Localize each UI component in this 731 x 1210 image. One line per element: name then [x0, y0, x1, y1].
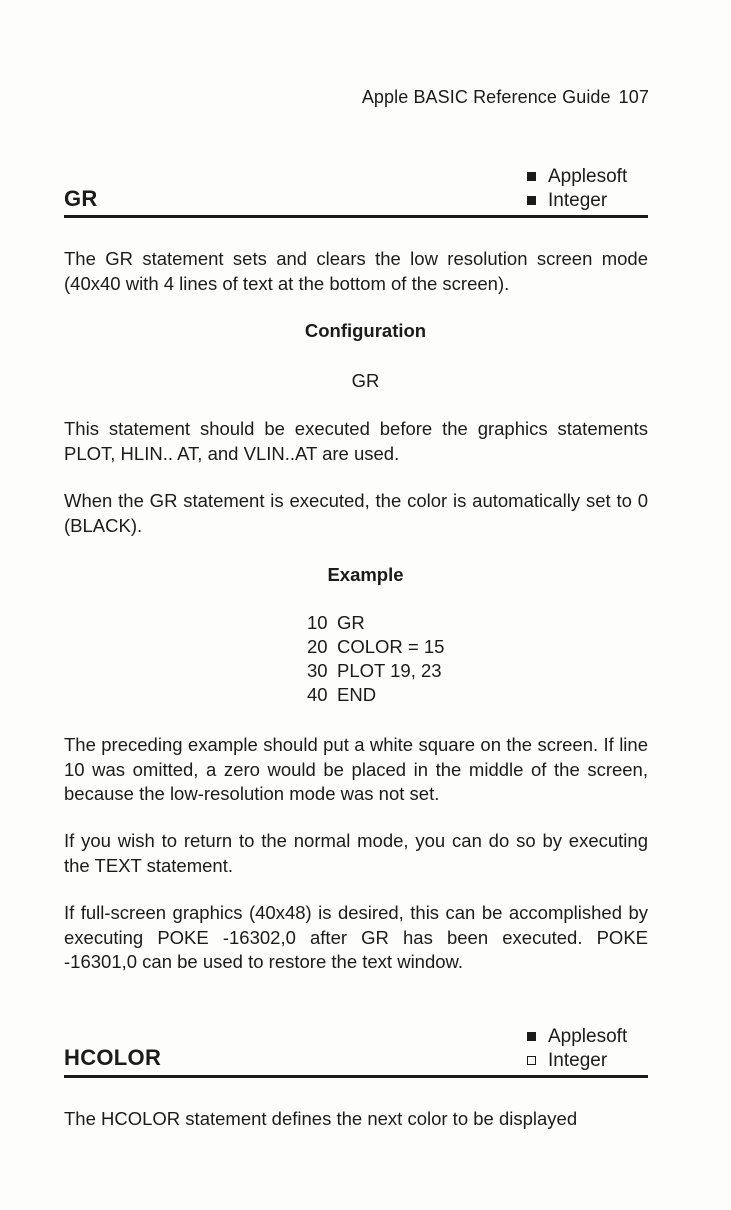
hcolor-intro: The HCOLOR statement defines the next color to be displayed — [64, 1108, 578, 1129]
code-line: 20 COLOR = 15 — [307, 636, 445, 657]
gr-preceding-paragraph: The preceding example should put a white square on the screen. If line 10 was omitted, a zero would be placed in the middle of the screen, because the low-resolution mode was not set. — [64, 734, 648, 804]
gr-return-paragraph: If you wish to return to the normal mode, you can do so by executing the TEXT statement. — [64, 830, 648, 876]
gr-availability-applesoft: Applesoft — [527, 165, 627, 189]
gr-heading-rule — [64, 215, 648, 218]
checked-box-icon — [527, 172, 536, 181]
checked-box-icon — [527, 1032, 536, 1041]
page-number: 107 — [618, 87, 649, 107]
gr-usage-paragraph: This statement should be executed before the graphics statements PLOT, HLIN.. AT, and VLIN..AT are used. — [64, 418, 648, 464]
gr-availability-integer: Integer — [527, 189, 627, 213]
running-header — [362, 87, 649, 108]
gr-heading: GR — [64, 186, 98, 211]
gr-color-paragraph: When the GR statement is executed, the color is automatically set to 0 (BLACK). — [64, 490, 648, 536]
hcolor-availability-applesoft: Applesoft — [527, 1025, 627, 1049]
code-line: 30 PLOT 19, 23 — [307, 660, 442, 681]
code-line: 10 GR — [307, 612, 365, 633]
checked-box-icon — [527, 196, 536, 205]
gr-intro: The GR statement sets and clears the low resolution screen mode (40x40 with 4 lines of text at the bottom of the screen). — [64, 248, 648, 294]
gr-configuration-syntax: GR — [351, 370, 380, 391]
gr-fullscreen-paragraph: If full-screen graphics (40x48) is desired, this can be accomplished by executing POKE -16302,0 after GR has been executed. POKE -16301,0 can be used to restore the text window. — [64, 902, 648, 972]
code-line: 40 END — [307, 684, 377, 705]
gr-example-heading: Example — [327, 564, 404, 585]
gr-availability — [527, 165, 627, 213]
hcolor-heading-rule — [64, 1075, 648, 1078]
unchecked-box-icon — [527, 1056, 536, 1065]
gr-configuration-heading: Configuration — [304, 320, 427, 341]
hcolor-availability-integer: Integer — [527, 1049, 627, 1073]
hcolor-availability — [527, 1025, 627, 1073]
header-title: Apple BASIC Reference Guide — [361, 87, 611, 107]
hcolor-heading: HCOLOR — [64, 1045, 162, 1070]
gr-example-code — [307, 611, 444, 707]
